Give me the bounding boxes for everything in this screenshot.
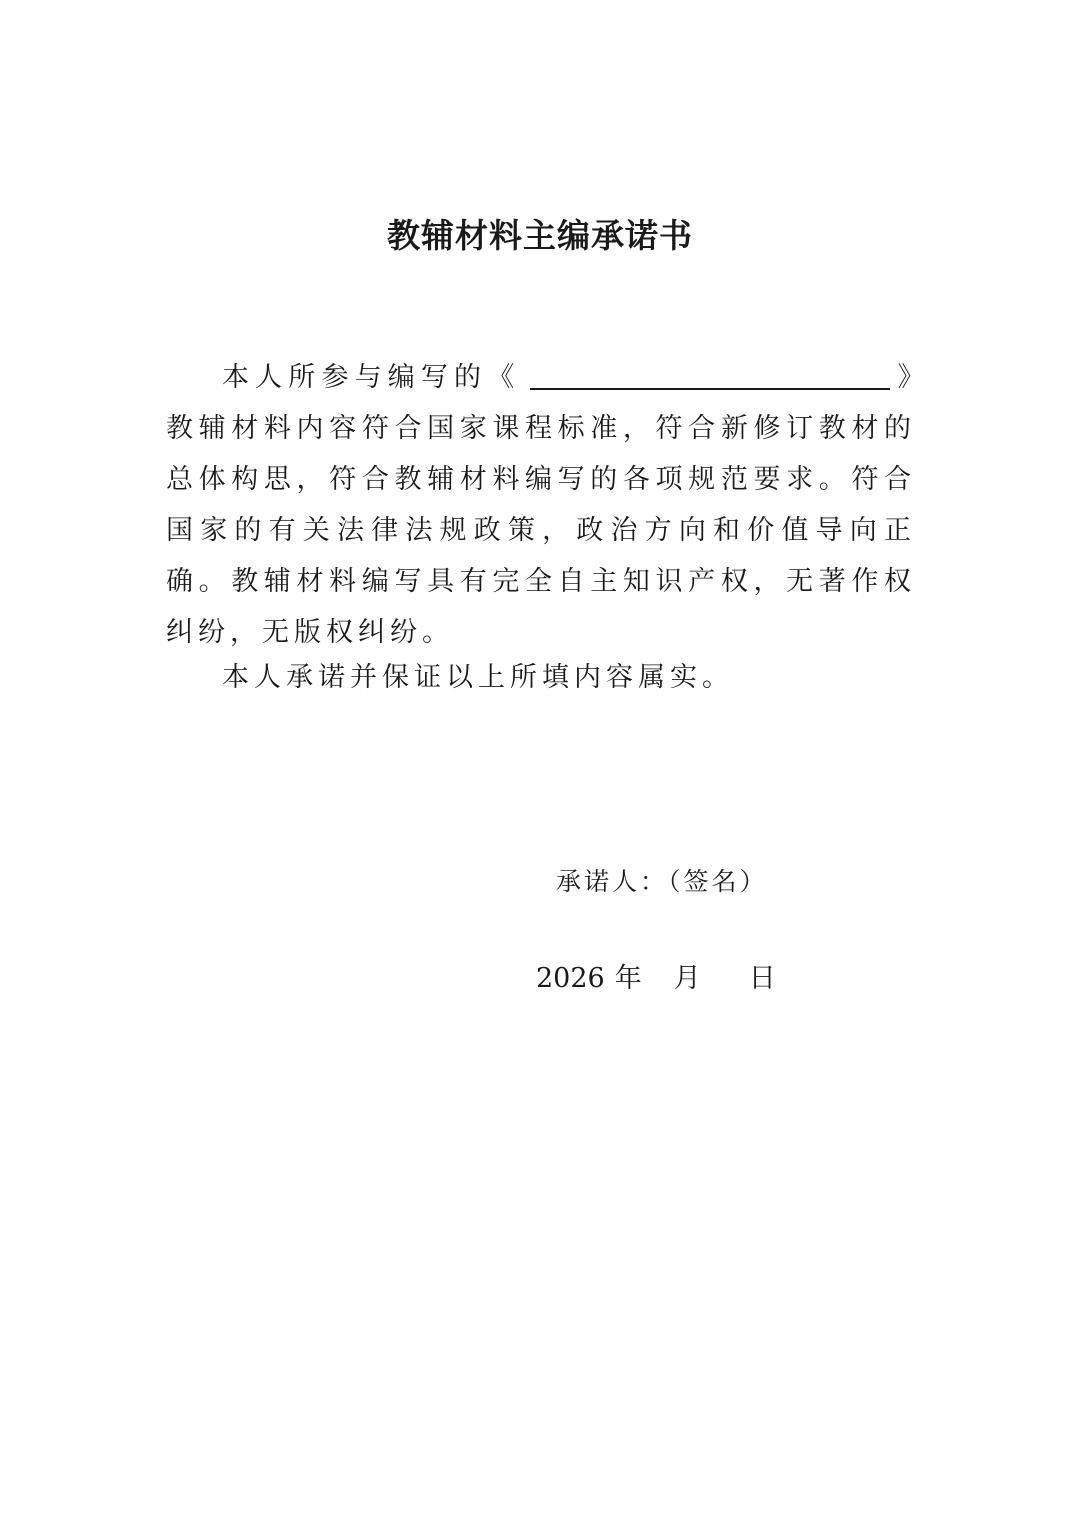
date-year: 2026 — [536, 963, 605, 994]
pledge-paragraph: 本人承诺并保证以上所填内容属实。 — [222, 662, 734, 693]
book-title-blank[interactable] — [530, 354, 890, 390]
date-month-unit: 月 — [673, 963, 701, 994]
commitment-paragraph — [166, 352, 916, 658]
date-line — [536, 956, 776, 995]
date-year-unit: 年 — [614, 963, 642, 994]
document-title: 教辅材料主编承诺书 — [387, 216, 693, 255]
date-day-unit: 日 — [748, 963, 776, 994]
paragraph-prefix: 本人所参与编写的《 — [222, 362, 521, 393]
paragraph-suffix: 》教辅材料内容符合国家课程标准，符合新修订教材的总体构思，符合教辅材料编写的各项规范要求。符合国家的有关法律法规政策，政治方向和价值导向正确。教辅材料编写具有完全自主知识产权，无著作权纠纷，无版权纠纷。 — [166, 362, 917, 648]
signer-label: 承诺人：（签名） — [556, 867, 768, 896]
